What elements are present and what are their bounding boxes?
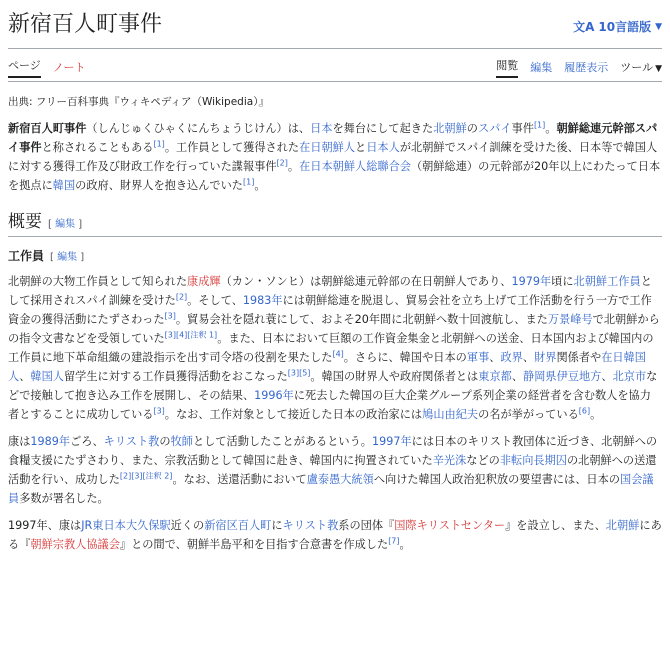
text-run: 。貿易会社を隠れ蓑にして、およそ20年間に北朝鮮へ数十回渡航し、また (175, 313, 548, 326)
reference-link[interactable] (288, 368, 311, 377)
text-run: 。工作員として獲得された (164, 141, 300, 154)
text-run: 頃に (551, 275, 574, 288)
text-run: には朝鮮総連を脱退し、貿易会社を立ち上げて工作活動を行う一方で工作資金の獲得活動にたずさわった (8, 294, 652, 326)
article-link[interactable]: 在日韓国人 (8, 351, 646, 383)
citation[interactable]: [1] (533, 120, 546, 130)
article-link[interactable]: キリスト教 (282, 519, 339, 532)
article-link[interactable]: 財界 (534, 351, 557, 364)
text-run: 。また、日本において巨額の工作資金集金と北朝鮮への送金、日本国内および韓国内の工作員に地下革命組織の建設指示を出す司令塔の役割を果たした (8, 332, 654, 364)
citation[interactable]: [7] (388, 536, 400, 546)
tools-menu[interactable] (620, 59, 662, 75)
article-link[interactable]: 1989年 (30, 435, 71, 448)
citation[interactable]: [2][3][注釈 2] (119, 471, 173, 481)
text-run: 1997年、康は (8, 519, 82, 532)
reference-link[interactable] (153, 406, 164, 415)
text-run: 、 (489, 351, 501, 364)
text-run: 多数が署名した。 (19, 492, 109, 505)
text-run: 』との間で、朝鮮半島平和を目指す合意書を作成した (119, 538, 389, 551)
paragraph-2 (8, 432, 662, 508)
article-link[interactable]: 東京都 (478, 370, 512, 383)
edit-link[interactable]: 編集 (57, 252, 78, 263)
article-link[interactable]: スパイ (477, 122, 512, 135)
edit-section-link: [ 編集 ] (50, 252, 85, 263)
article-link[interactable]: 在日本朝鮮人総聯合会 (299, 160, 411, 173)
article-link[interactable]: 鳩山由紀夫 (422, 408, 479, 421)
text-run: 事件 (511, 122, 534, 135)
tab-talk[interactable]: ノート (52, 61, 86, 74)
text-run: にある『 (8, 519, 662, 551)
citation[interactable]: [4] (332, 349, 344, 359)
reference-link[interactable] (243, 177, 254, 186)
article-link[interactable]: 日本 (310, 122, 333, 135)
text-run: 。韓国の財界人や政府関係者とは (310, 370, 479, 383)
section-heading-agent (8, 247, 662, 264)
text-run: を舞台にして起きた (332, 122, 434, 135)
chevron-down-icon: ▼ (655, 21, 662, 32)
subsection-title: 工作員 (8, 249, 45, 263)
article-link[interactable]: 北朝鮮工作員 (573, 275, 641, 288)
text-run: の名が挙がっている (478, 408, 579, 421)
text-run: （朝鮮総連）の元幹部が20年以上にわたって日本を拠点に (8, 160, 661, 192)
tab-edit[interactable]: 編集 (530, 61, 553, 74)
article-link[interactable]: 軍事 (466, 351, 490, 364)
reference-link[interactable] (153, 139, 164, 148)
redlink[interactable]: 国際キリストセンター (394, 519, 506, 532)
text-run: などで接触して抱き込み工作を展開し、その結果、 (8, 370, 658, 402)
title-bar (8, 0, 662, 49)
text-run: 。 (254, 179, 266, 192)
text-run: 関係者や (556, 351, 602, 364)
article-link[interactable]: 盧泰愚大統領 (306, 473, 374, 486)
text-run: 近くの (170, 519, 205, 532)
article-link[interactable]: 政界 (500, 351, 523, 364)
article-link[interactable]: 万景峰号 (547, 313, 593, 326)
citation[interactable]: [3][4][注釈 1] (164, 330, 218, 340)
article-link[interactable]: キリスト教 (103, 435, 160, 448)
text-run: 。なお、工作対象として接近した日本の政治家には (164, 408, 423, 421)
article-link[interactable]: 1983年 (242, 294, 283, 307)
text-run: には日本のキリスト教団体に近づき、北朝鮮への食糧支援にたずさわり、また、宗教活動として韓国に赴き、韓国内に拘置されていた (8, 435, 658, 467)
chevron-down-icon: ▼ (655, 64, 662, 74)
text-run: と称されることもある (41, 141, 154, 154)
translate-icon: 文A (573, 20, 595, 34)
article-link[interactable]: 1997年 (371, 435, 412, 448)
article-link[interactable]: 牧師 (170, 435, 193, 448)
text-run: 。 (287, 160, 300, 173)
bold-term: 朝鮮総連元幹部スパイ事件 (8, 122, 658, 154)
article-link[interactable]: 韓国 (52, 179, 76, 192)
text-run: 。 (590, 408, 602, 421)
text-run: ごろ、 (70, 435, 104, 448)
redlink[interactable]: 朝鮮宗教人協議会 (30, 538, 120, 551)
article-link[interactable]: 日本人 (366, 141, 400, 154)
text-run: 康は (8, 435, 31, 448)
article-link[interactable]: 非転向長期囚 (499, 454, 567, 467)
text-run: が北朝鮮でスパイ訓練を受けた後、日本等で韓国人に対する獲得工作及び財政工作を行っていた諜報事件 (8, 141, 658, 173)
text-run: （カン・ソンヒ）は朝鮮総連元幹部の在日朝鮮人であり、 (220, 275, 512, 288)
text-run: 。さらに、韓国や日本の (343, 351, 467, 364)
text-run: の政府、財界人を抱き込んでいた (75, 179, 243, 192)
page-title: 新宿百人町事件 (8, 12, 163, 37)
text-run: 北朝鮮の大物工作員として知られた (8, 275, 188, 288)
article-link[interactable]: 1996年 (254, 389, 294, 402)
text-run: に死去した韓国の巨大企業グループ系列企業の経営者を含む数人を協力者とすることに成功している (8, 389, 651, 421)
article-link[interactable]: 国会議員 (8, 473, 654, 505)
citation[interactable]: [3][5] (287, 368, 311, 378)
article-link[interactable]: JR東日本大久保駅 (81, 519, 171, 532)
text-run: （しんじゅくひゃくにんちょうじけん）は、 (86, 122, 311, 135)
text-run: 留学生に対する工作員獲得活動をおこなった (63, 370, 288, 383)
article-link[interactable]: 新宿区百人町 (204, 519, 272, 532)
edit-section-link: [ 編集 ] (48, 219, 83, 230)
citation[interactable]: [3] (164, 311, 176, 321)
reference-link[interactable] (332, 349, 343, 358)
text-run: 、 (19, 370, 31, 383)
text-run: と (355, 141, 367, 154)
reference-link[interactable] (165, 330, 218, 339)
citation[interactable]: [2] (276, 158, 288, 168)
redlink[interactable]: 康成輝 (187, 275, 221, 288)
text-run: 。 (545, 122, 557, 135)
language-button[interactable] (573, 18, 662, 35)
text-run: 。そして、 (187, 294, 243, 307)
tab-read[interactable]: 閲覧 (496, 57, 518, 78)
reference-link[interactable] (579, 406, 590, 415)
reference-link[interactable] (176, 292, 187, 301)
text-run: 。なお、送還活動において (172, 473, 307, 486)
lead-paragraph (8, 119, 662, 195)
section-title: 概要 (8, 212, 42, 232)
citation[interactable]: [1] (242, 177, 255, 187)
citation[interactable]: [2] (175, 292, 188, 302)
citation[interactable]: [3] (153, 406, 165, 416)
text-run: の (466, 122, 478, 135)
text-run: として採用されスパイ訓練を受けた (8, 275, 652, 307)
section-heading-overview (8, 207, 662, 237)
tab-history[interactable]: 履歴表示 (564, 61, 609, 74)
citation[interactable]: [6] (578, 406, 591, 416)
text-run: で北朝鮮からの指令文書などを受領していた (8, 313, 660, 345)
article-link[interactable]: 辛光洙 (432, 454, 467, 467)
paragraph-1 (8, 272, 662, 424)
article-link[interactable]: 在日朝鮮人 (299, 141, 356, 154)
reference-link[interactable] (388, 536, 399, 545)
reference-link[interactable] (120, 471, 173, 480)
reference-link[interactable] (534, 120, 545, 129)
edit-link[interactable]: 編集 (55, 219, 76, 230)
citation[interactable]: [1] (153, 139, 165, 149)
tab-page[interactable]: ページ (8, 57, 41, 78)
text-run: 。 (399, 538, 411, 551)
text-run: の (159, 435, 171, 448)
article-link[interactable]: 北朝鮮 (605, 519, 640, 532)
article-link[interactable]: 1979年 (511, 275, 552, 288)
text-run: 系の団体『 (338, 519, 395, 532)
text-run: として活動したことがあるという。 (192, 435, 372, 448)
language-count: 10言語版 (598, 20, 652, 34)
article-link[interactable]: 北京市 (612, 370, 647, 383)
text-run: 』を設立し、また、 (505, 519, 606, 532)
text-run: 、 (522, 351, 535, 364)
reference-link[interactable] (165, 311, 176, 320)
text-run: 、 (511, 370, 524, 383)
source-note: 出典: フリー百科事典『ウィキペディア（Wikipedia）』 (8, 96, 269, 108)
text-run: 、 (601, 370, 613, 383)
text-run: などの (466, 454, 500, 467)
text-run: の北朝鮮への送還活動を行い、成功した (8, 454, 657, 486)
article-link[interactable]: 静岡県伊豆地方 (523, 370, 602, 383)
reference-link[interactable] (277, 158, 288, 167)
text-run: へ向けた韓国人政治犯釈放の要望書には、日本の (373, 473, 620, 486)
text-run: に (271, 519, 283, 532)
bold-term: 新宿百人町事件 (8, 122, 87, 135)
article-link[interactable]: 韓国人 (30, 370, 64, 383)
article-link[interactable]: 北朝鮮 (433, 122, 467, 135)
page-tabs (8, 53, 662, 82)
tools-label: ツール (620, 61, 654, 74)
paragraph-3 (8, 516, 662, 554)
